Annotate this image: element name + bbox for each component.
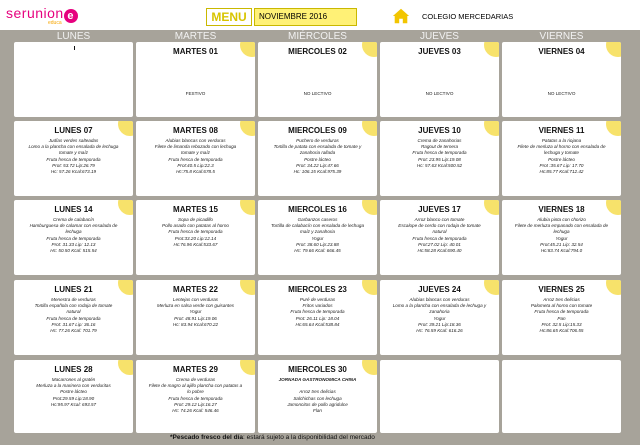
day-title: VIERNES 25 — [538, 285, 585, 294]
day-note: NO LECTIVO — [303, 91, 332, 96]
brand-name: serunion — [6, 5, 64, 21]
day-cell — [258, 280, 377, 355]
menu-line: Prot: 29.12 Lip:16.27 — [174, 401, 217, 407]
menu-line: Prot: 48.91 Lip:19.06 — [174, 315, 217, 321]
day-cell — [136, 360, 255, 433]
day-menu — [383, 217, 496, 254]
menu-line: Yogur — [189, 309, 202, 315]
day-title: MARTES 01 — [173, 47, 218, 56]
menu-line: Hc: 76.59 Kcal: 616.26 — [416, 328, 463, 334]
menu-line: Palometa al horno con tomate — [530, 303, 593, 309]
day-menu — [17, 297, 130, 334]
menu-line: Salchichas con lechuga — [293, 395, 342, 401]
menu-line: Arroz tres delicias — [543, 297, 580, 302]
brand-logo — [6, 5, 78, 23]
footer-note — [170, 434, 375, 441]
day-menu — [139, 217, 252, 248]
menu-line: Hc:58.28 Kcal:690.40 — [417, 248, 462, 254]
day-menu — [383, 138, 496, 169]
day-note: FESTIVO — [185, 91, 206, 96]
month-label: NOVIEMBRE 2016 — [254, 8, 357, 26]
menu-line: Fruta fresca de temporada — [168, 395, 223, 401]
brand-e-icon: e — [64, 9, 78, 23]
day-note: NO LECTIVO — [425, 91, 454, 96]
menu-line: Prot: 31.33 Lip: 12.13 — [51, 241, 96, 247]
menu-line: Crema de verduras — [175, 377, 216, 382]
day-cell — [258, 360, 377, 433]
menu-line: Pan — [557, 315, 566, 321]
menu-line: Jamoncitos de pollo agridulce — [287, 401, 348, 407]
menu-line: Fruta fresca de temporada — [168, 156, 223, 162]
day-menu — [383, 297, 496, 334]
day-header-1: MARTES — [174, 31, 217, 42]
day-title: VIERNES 11 — [538, 126, 585, 135]
day-cell — [14, 121, 133, 196]
day-title: MIERCOLES 16 — [288, 205, 347, 214]
day-cell — [502, 121, 621, 196]
menu-line: Alubias blancas con verduras — [165, 138, 226, 143]
menu-line: Fruta fresca de temporada — [534, 309, 589, 315]
menu-line: Yogur — [311, 235, 324, 241]
day-cell — [136, 200, 255, 275]
day-cell — [258, 200, 377, 275]
day-title: LUNES 07 — [54, 126, 93, 135]
day-title: MARTES 08 — [173, 126, 218, 135]
day-cell — [380, 360, 499, 433]
menu-line: Fruta fresca de temporada — [46, 315, 101, 321]
menu-line: Sopa de picadillo — [178, 217, 213, 222]
day-title: MIERCOLES 02 — [288, 47, 347, 56]
day-cell — [136, 121, 255, 196]
menu-line: Fruta fresca de temporada — [412, 235, 467, 241]
menu-line: Macarrones al gratén — [51, 377, 96, 382]
menu-line: Hc: 106.15 Kcal:975.39 — [293, 169, 342, 175]
menu-line: Tortilla de patata con ensalada de tomate y — [273, 144, 362, 150]
menu-line: maíz y zanahoria — [300, 229, 335, 235]
menu-line: Prot: 39.21 Lip:18.36 — [418, 321, 461, 327]
day-menu — [505, 217, 618, 254]
menu-line: Hc:85.77 Kcal:712.42 — [539, 169, 584, 175]
menu-line: Prot:27.02 Lip: 40.01 — [418, 241, 461, 247]
menu-line: Prot: 32.5 Lip:15.33 — [541, 321, 582, 327]
menu-line: Prot :35.67 Lip: 17.70 — [539, 162, 584, 168]
day-menu — [261, 377, 374, 414]
menu-line: Prot: 53.72 Lip:26.79 — [52, 162, 95, 168]
day-cell — [380, 200, 499, 275]
day-title: VIERNES 04 — [538, 47, 585, 56]
school-name: COLEGIO MERCEDARIAS — [422, 12, 514, 21]
day-menu — [261, 138, 374, 175]
menu-line: Lomo a la plancha con ensalada de lechuga y — [392, 303, 487, 309]
day-header-4: VIERNES — [539, 31, 584, 42]
menu-line: Yogur — [555, 235, 568, 241]
menu-line: Escalope de cerdo con rodaja de tomate — [398, 223, 481, 229]
day-menu — [505, 138, 618, 175]
menu-line: Hc: 79.66 Kcal: 666.45 — [294, 248, 341, 254]
menu-line: zanahoria — [429, 309, 450, 315]
day-title: LUNES 28 — [54, 365, 93, 374]
day-cell — [258, 121, 377, 196]
menu-line: Hc:76.96 Kcal:533.67 — [173, 241, 218, 247]
menu-line: Puchero de verduras — [296, 138, 339, 143]
day-title: VIERNES 18 — [538, 205, 585, 214]
day-menu — [139, 377, 252, 414]
menu-line: Hc:75.8 Kcal:678.5 — [176, 169, 215, 175]
menu-line: Hc: 74.26 Kcal: 546.46 — [172, 408, 219, 414]
day-cell — [14, 200, 133, 275]
menu-line: Prot:45.21 Lip: 32.54 — [540, 241, 583, 247]
menu-line: Tortilla española con rodaja de tomate — [34, 303, 113, 309]
menu-line: Prot: 31.67 Lip: 36.16 — [51, 321, 96, 327]
menu-line: Hc: 77.26 Kcal: 701.79 — [50, 328, 97, 334]
day-cell — [502, 360, 621, 433]
day-cell — [380, 42, 499, 117]
menu-line: Prot: 26.11 Lip: 18.04 — [295, 315, 340, 321]
menu-line: Postre lácteo — [60, 389, 87, 395]
day-menu — [139, 138, 252, 175]
menu-line: Lentejas con verduras — [172, 297, 219, 302]
day-title: LUNES 14 — [54, 205, 93, 214]
day-cell — [502, 280, 621, 355]
menu-line: Tortilla de calabacín con ensalada de lechuga — [270, 223, 365, 229]
cursor-mark — [74, 46, 75, 50]
menu-line: Hc:83.74 Kcal:794.0 — [540, 248, 583, 254]
menu-line: Hc: 57.63 Kcal:500.52 — [416, 162, 463, 168]
day-menu — [17, 138, 130, 175]
day-cell — [136, 42, 255, 117]
day-cell — [502, 200, 621, 275]
menu-label: MENU — [206, 8, 252, 26]
day-menu — [17, 217, 130, 254]
day-title: MIERCOLES 09 — [288, 126, 347, 135]
menu-line: Merluza a la marinera con verduritas — [36, 383, 111, 389]
day-cell — [502, 42, 621, 117]
menu-line: Alubias blancas con verduras — [409, 297, 470, 302]
day-cell — [14, 42, 133, 117]
house-icon — [392, 7, 410, 25]
day-title: JUEVES 10 — [418, 126, 461, 135]
day-cell — [380, 280, 499, 355]
menu-line: Prot: 38.60 Lip:23.88 — [296, 241, 339, 247]
menu-line: Arroz blanco con tomate — [414, 217, 465, 222]
day-note: NO LECTIVO — [547, 91, 576, 96]
menu-line: Fruta fresca de temporada — [46, 156, 101, 162]
day-menu — [261, 297, 374, 328]
menu-line: Prot:29.59 Lip:18.90 — [52, 395, 95, 401]
menu-line: Fruta fresca de temporada — [46, 235, 101, 241]
day-cell — [380, 121, 499, 196]
menu-line: natural — [432, 229, 447, 235]
menu-line: Judías verdes salteadas — [48, 138, 99, 143]
day-menu — [139, 297, 252, 328]
menu-line: Fruta fresca de temporada — [412, 150, 467, 156]
menu-line: Flan — [313, 408, 322, 414]
menu-line: Crema de calabacín — [52, 217, 95, 222]
menu-line: Fritos variados — [302, 303, 333, 309]
menu-line: Postre lácteo — [304, 156, 331, 162]
menu-line: Merluza en salsa verde con guisantes — [156, 303, 235, 309]
menu-line: Hc: 57.26 Kcal:673.19 — [50, 169, 97, 175]
menu-line: Prot: 23.95 Lip:19.08 — [418, 156, 461, 162]
menu-line: Postre lácteo — [548, 156, 575, 162]
menu-line: Hc:65.64 Kcal:538.84 — [295, 321, 340, 327]
menu-line: Filete de merluza empanado con ensalada de — [514, 223, 609, 229]
brand-sub: educa — [48, 20, 62, 26]
menu-line: Arroz tres delicias — [299, 389, 336, 395]
menu-line: tomate y maíz — [59, 150, 88, 156]
menu-line: Yogur — [433, 315, 446, 321]
menu-line: Hamburguesa de calamar con ensalada de — [29, 223, 118, 229]
day-title: MARTES 29 — [173, 365, 218, 374]
day-title: MARTES 22 — [173, 285, 218, 294]
menu-line: Menestra de verduras — [51, 297, 96, 302]
menu-line: JORNADA GASTRONOMICA CHINA — [278, 377, 357, 382]
day-cell — [14, 280, 133, 355]
menu-line: Fruta fresca de temporada — [168, 229, 223, 235]
menu-line: Ragout de ternera — [420, 144, 459, 150]
day-title: JUEVES 03 — [418, 47, 461, 56]
menu-line: Pollo asado con patatas al horno — [162, 223, 229, 229]
day-title: JUEVES 24 — [418, 285, 461, 294]
day-title: MARTES 15 — [173, 205, 218, 214]
menu-line: Filete de magro al ajillo plancha con patatas a — [148, 383, 243, 389]
menu-line: Lomo a la plancha con ensalada de lechuga — [28, 144, 119, 150]
menu-line: Hc:95.97 Kcal: 693.57 — [50, 401, 97, 407]
top-bar — [0, 0, 640, 30]
footer-text: : estará sujeto a la disponibilidad del mercado — [242, 434, 375, 441]
menu-line: tomate y maíz — [181, 150, 210, 156]
day-cell — [136, 280, 255, 355]
menu-line: Alubia pinta con chorizo — [537, 217, 586, 222]
day-menu — [261, 217, 374, 254]
day-menu — [505, 297, 618, 334]
day-header-0: LUNES — [56, 31, 91, 42]
menu-line: lechuga — [65, 229, 82, 235]
day-title: MIERCOLES 23 — [288, 285, 347, 294]
menu-line: Filete de limanda rebozado con lechuga — [154, 144, 237, 150]
menu-line: lo pobre — [187, 389, 204, 395]
menu-line: Prot:40.5 Lip:22.3 — [177, 162, 214, 168]
menu-line: Prot: 34.22 Lip:47.66 — [296, 162, 339, 168]
menu-line: Garbanzos caseros — [297, 217, 338, 222]
menu-line: natural — [66, 309, 81, 315]
menu-line: Crema de zanahorias — [417, 138, 462, 143]
menu-line: Patatas a la riojana — [541, 138, 582, 143]
menu-line: Hc:86.65 Kcal:706.55 — [539, 328, 584, 334]
menu-line: Puré de verduras — [299, 297, 336, 302]
menu-line: Prot:33.20 Lip:12.14 — [174, 235, 217, 241]
menu-line: Filete de merluza al horno con ensalada de — [517, 144, 606, 150]
day-menu — [17, 377, 130, 408]
day-title: MIERCOLES 30 — [288, 365, 347, 374]
footer-bold: *Pescado fresco del día — [170, 434, 243, 441]
day-header-3: JUEVES — [420, 31, 459, 42]
day-header-2: MIÉRCOLES — [288, 31, 347, 42]
menu-line: lechuga y tomate — [544, 150, 579, 156]
menu-line: lechuga — [553, 229, 570, 235]
menu-line: zanahoria rallada — [299, 150, 336, 156]
menu-line: Hc: 83.94 Kcal:670.22 — [172, 321, 219, 327]
day-title: LUNES 21 — [54, 285, 93, 294]
day-title: JUEVES 17 — [418, 205, 461, 214]
menu-line: Fruta fresca de temporada — [290, 309, 345, 315]
day-cell — [258, 42, 377, 117]
menu-line: Hc: 50.50 Kcal: 515.54 — [50, 248, 97, 254]
day-cell — [14, 360, 133, 433]
